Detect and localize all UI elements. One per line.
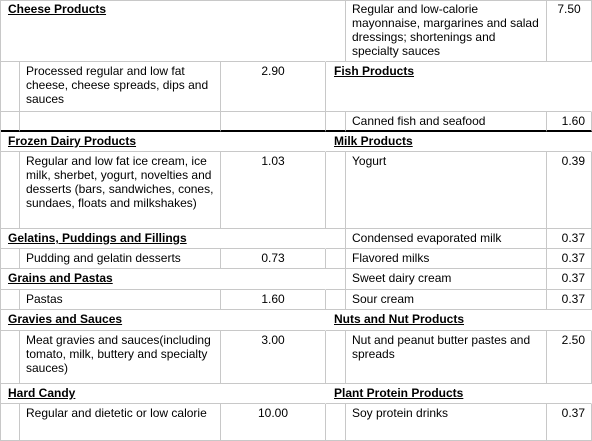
empty-cell [20,112,221,132]
frozen-dairy-item-name: Regular and low fat ice cream, ice milk, sherbet, yogurt, novelties and desserts (bars, sandwiches, cones, sundaes, floats and milkshakes) [20,152,221,229]
milk-item-value: 0.37 [547,229,592,249]
spacer-cell [326,404,346,441]
spacer-cell [326,249,346,269]
gravies-heading: Gravies and Sauces [0,310,326,331]
gravies-item-name: Meat gravies and sauces(including tomato, milk, buttery and specialty sauces) [20,331,221,384]
spacer-cell [0,404,20,441]
hard-candy-item-value: 10.00 [221,404,326,441]
nuts-item-name: Nut and peanut butter pastes and spreads [346,331,547,384]
fish-products-heading: Fish Products [326,62,592,112]
spacer-cell [326,229,346,249]
cheese-products-heading: Cheese Products [0,0,326,62]
hard-candy-item-name: Regular and dietetic or low calorie [20,404,221,441]
empty-cell [221,112,326,132]
grains-heading: Grains and Pastas [0,269,326,290]
spacer-cell [0,290,20,310]
spacer-cell [326,152,346,229]
milk-item-value: 0.39 [547,152,592,229]
spacer-cell [0,152,20,229]
milk-products-heading: Milk Products [326,132,592,152]
fish-item-value: 1.60 [547,112,592,132]
plant-protein-item-name: Soy protein drinks [346,404,547,441]
gelatins-heading: Gelatins, Puddings and Fillings [0,229,326,249]
grains-item-value: 1.60 [221,290,326,310]
milk-item-value: 0.37 [547,290,592,310]
spacer-cell [0,112,20,132]
cheese-item-value: 2.90 [221,62,326,112]
plant-protein-heading: Plant Protein Products [326,384,592,404]
plant-protein-item-value: 0.37 [547,404,592,441]
gravies-item-value: 3.00 [221,331,326,384]
spacer-cell [326,290,346,310]
spacer-cell [326,269,346,290]
spacer-cell [326,0,346,62]
grains-item-name: Pastas [20,290,221,310]
nuts-item-value: 2.50 [547,331,592,384]
milk-item-value: 0.37 [547,249,592,269]
spacer-cell [326,112,346,132]
spacer-cell [0,62,20,112]
milk-item-value: 0.37 [547,269,592,290]
milk-item-name: Yogurt [346,152,547,229]
hard-candy-heading: Hard Candy [0,384,326,404]
cheese-item-name: Processed regular and low fat cheese, cheese spreads, dips and sauces [20,62,221,112]
spacer-cell [0,331,20,384]
fats-item-name: Regular and low-calorie mayonnaise, margarines and salad dressings; shortenings and specialty sauces [346,0,547,62]
spacer-cell [0,249,20,269]
milk-item-name: Sour cream [346,290,547,310]
spacer-cell [326,331,346,384]
milk-item-name: Condensed evaporated milk [346,229,547,249]
frozen-dairy-heading: Frozen Dairy Products [0,132,326,152]
nuts-heading: Nuts and Nut Products [326,310,592,331]
milk-item-name: Flavored milks [346,249,547,269]
fats-item-value: 7.50 [547,0,592,62]
frozen-dairy-item-value: 1.03 [221,152,326,229]
gelatins-item-value: 0.73 [221,249,326,269]
fish-item-name: Canned fish and seafood [346,112,547,132]
milk-item-name: Sweet dairy cream [346,269,547,290]
gelatins-item-name: Pudding and gelatin desserts [20,249,221,269]
